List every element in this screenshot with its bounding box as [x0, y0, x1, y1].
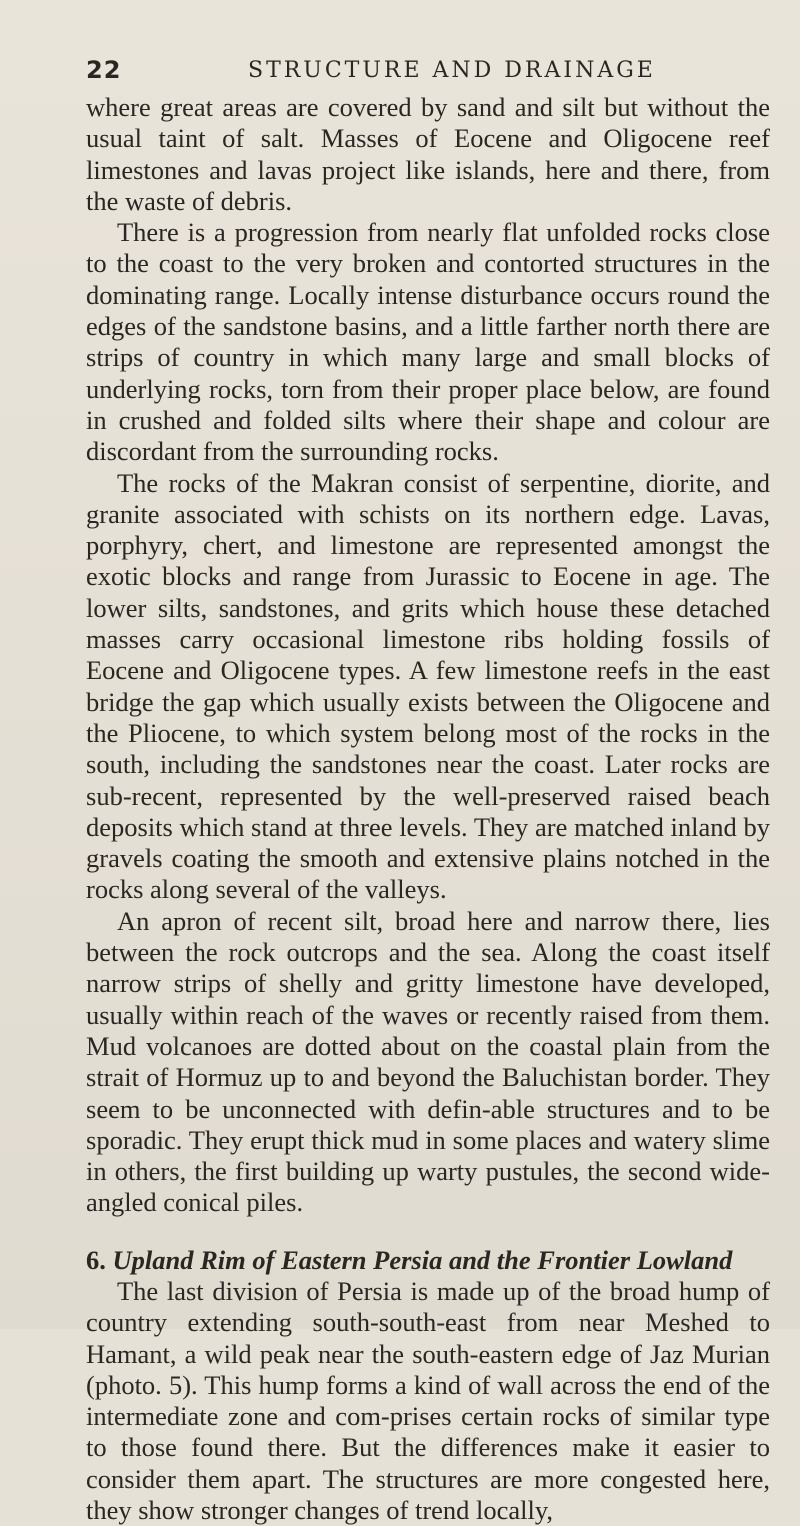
- paragraph-4: An apron of recent silt, broad here and narrow there, lies between the rock outcrops and the sea. Along the coast itself narrow strips of shelly and gritty limestone have developed, usually within reach of the waves or recently raised from them. Mud volcanoes are dotted about on the coastal plain from the strait of Hormuz up to and beyond the Baluchistan border. They seem to be unconnected with defin-able structures and to be sporadic. They erupt thick mud in some places and watery slime in others, the first building up warty pustules, the second wide-angled conical piles.: [86, 905, 770, 1218]
- section-heading: [86, 1245, 770, 1276]
- section-paragraph: The last division of Persia is made up of the broad hump of country extending south-south-east from near Meshed to Hamant, a wild peak near the south-eastern edge of Jaz Murian (photo. 5). This hump forms a kind of wall across the end of the intermediate zone and com-prises certain rocks of similar type to those found there. But the differences make it easier to consider them apart. The structures are more congested here, they show stronger changes of trend locally,: [86, 1275, 770, 1526]
- page-number: 22: [86, 56, 122, 84]
- body-text: [86, 92, 770, 1526]
- page-header: [0, 56, 800, 96]
- section-number: 6.: [86, 1244, 106, 1275]
- paragraph-2: There is a progression from nearly flat unfolded rocks close to the coast to the very broken and contorted structures in the dominating range. Locally intense disturbance occurs round the edges of the sandstone basins, and a little farther north there are strips of country in which many large and small blocks of underlying rocks, torn from their proper place below, are found in crushed and folded silts where their shape and colour are discordant from the surrounding rocks.: [86, 217, 770, 467]
- section-title: Upland Rim of Eastern Persia and the Frontier Lowland: [112, 1244, 733, 1275]
- paragraph-1: where great areas are covered by sand and silt but without the usual taint of salt. Masses of Eocene and Oligocene reef limestones and lavas project like islands, here and there, from the waste of debris.: [86, 92, 770, 216]
- paragraph-3: The rocks of the Makran consist of serpentine, diorite, and granite associated with schists on its northern edge. Lavas, porphyry, chert, and limestone are represented amongst the exotic blocks and range from Jurassic to Eocene in age. The lower silts, sandstones, and grits which house these detached masses carry occasional limestone ribs holding fossils of Eocene and Oligocene types. A few limestone reefs in the east bridge the gap which usually exists between the Oligocene and the Pliocene, to which system belong most of the rocks in the south, including the sandstones near the coast. Later rocks are sub-recent, represented by the well-preserved raised beach deposits which stand at three levels. They are matched inland by gravels coating the smooth and extensive plains notched in the rocks along several of the valleys.: [86, 467, 770, 905]
- running-head: STRUCTURE AND DRAINAGE: [248, 58, 656, 83]
